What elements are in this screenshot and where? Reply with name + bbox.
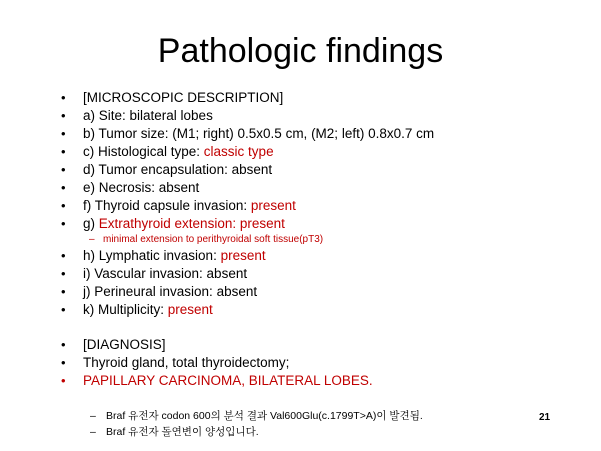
diagnosis-result: • PAPILLARY CARCINOMA, BILATERAL LOBES. bbox=[59, 372, 579, 390]
extrathyroid-label: g) bbox=[83, 216, 99, 231]
finding-perineural-invasion: • j) Perineural invasion: absent bbox=[59, 283, 579, 301]
multiplicity-label: k) Multiplicity: bbox=[83, 302, 168, 317]
finding-capsule-invasion bbox=[59, 197, 579, 215]
finding-necrosis: • e) Necrosis: absent bbox=[59, 179, 579, 197]
finding-histological-type bbox=[59, 143, 579, 161]
page-number: 21 bbox=[539, 412, 551, 423]
finding-extrathyroid-extension bbox=[59, 215, 579, 233]
spacer bbox=[59, 319, 579, 336]
diagnosis-specimen: • Thyroid gland, total thyroidectomy; bbox=[59, 354, 579, 372]
diagnosis-header: • [DIAGNOSIS] bbox=[59, 336, 579, 354]
finding-tumor-size: • b) Tumor size: (M1; right) 0.5x0.5 cm, (M2; left) 0.8x0.7 cm bbox=[59, 125, 579, 143]
extrathyroid-value: Extrathyroid extension: present bbox=[98, 216, 285, 231]
findings-list bbox=[59, 89, 579, 390]
finding-multiplicity bbox=[59, 301, 579, 319]
finding-lymphatic-invasion bbox=[59, 247, 579, 265]
capsule-value: present bbox=[250, 198, 296, 213]
finding-site: • a) Site: bilateral lobes bbox=[59, 107, 579, 125]
braf-note: – Braf 유전자 codon 600의 분석 결과 Val600Glu(c.1799T>A)이 발견됨. bbox=[88, 408, 423, 424]
multiplicity-value: present bbox=[167, 302, 213, 317]
finding-encapsulation: • d) Tumor encapsulation: absent bbox=[59, 161, 579, 179]
braf-notes bbox=[88, 408, 423, 440]
finding-vascular-invasion: • i) Vascular invasion: absent bbox=[59, 265, 579, 283]
lymphatic-label: h) Lymphatic invasion: bbox=[83, 248, 221, 263]
microscopic-header: • [MICROSCOPIC DESCRIPTION] bbox=[59, 89, 579, 107]
slide-title: Pathologic findings bbox=[157, 32, 444, 70]
lymphatic-value: present bbox=[220, 248, 266, 263]
braf-note: – Braf 유전자 돌연변이 양성입니다. bbox=[88, 424, 423, 440]
histological-label: c) Histological type: bbox=[83, 144, 204, 159]
capsule-label: f) Thyroid capsule invasion: bbox=[83, 198, 251, 213]
extrathyroid-subitem: – minimal extension to perithyroidal soft tissue(pT3) bbox=[59, 233, 579, 247]
histological-value: classic type bbox=[203, 144, 274, 159]
